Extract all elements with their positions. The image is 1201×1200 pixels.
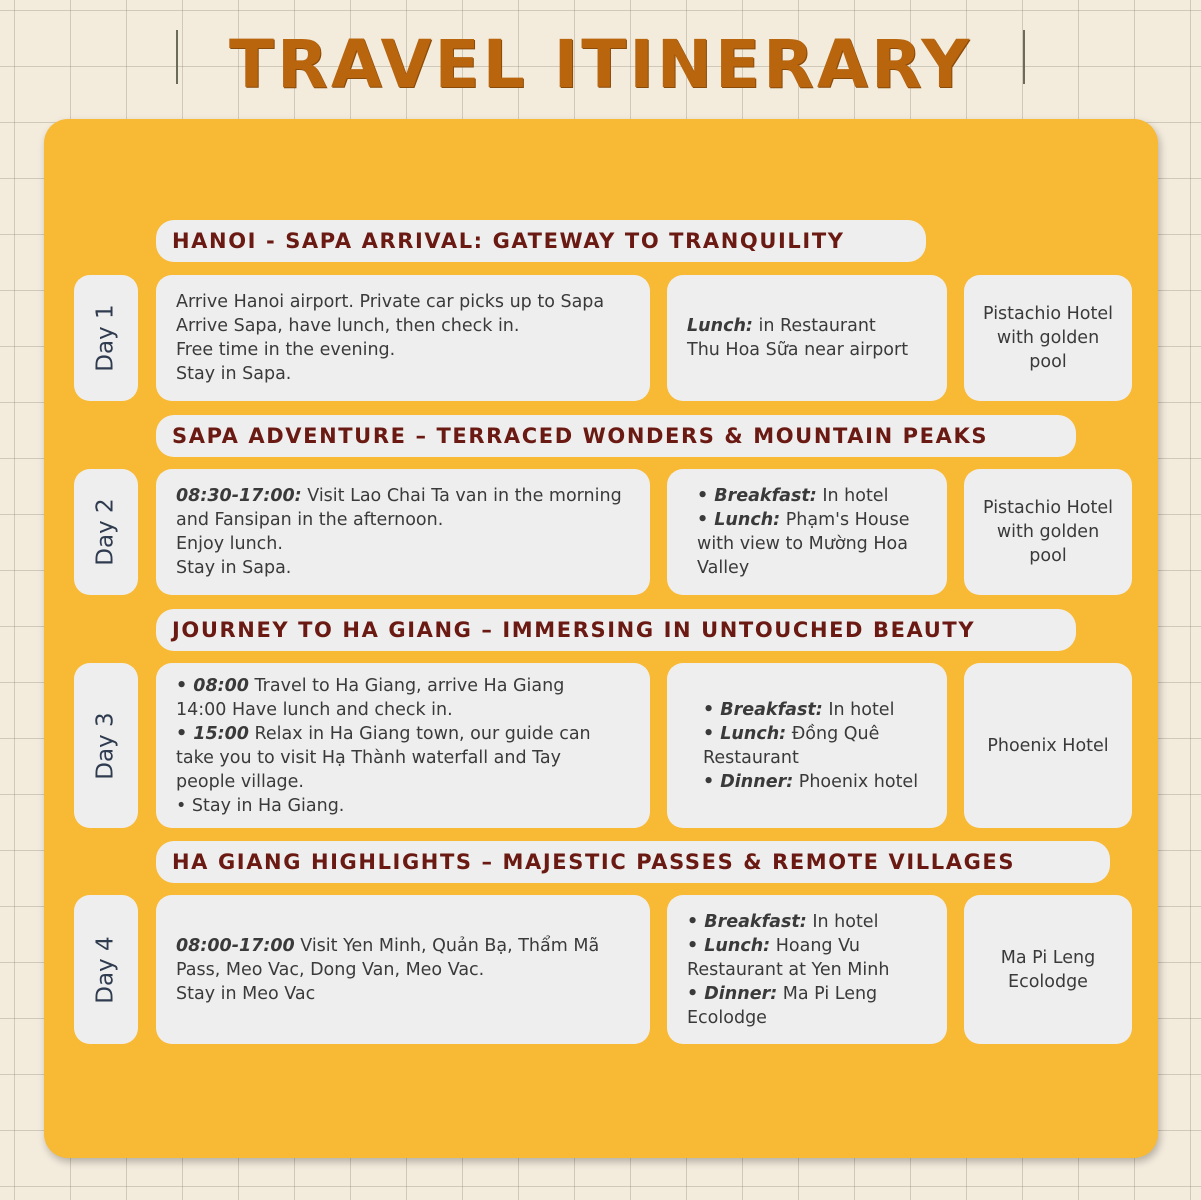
- activity-line: people village.: [176, 771, 304, 792]
- activity-line: Pass, Meo Vac, Dong Van, Meo Vac.: [176, 959, 485, 980]
- activity-line: Stay in Sapa.: [176, 558, 292, 578]
- meal-line: • Breakfast: In hotel: [703, 699, 895, 720]
- meal-line: • Lunch: Đồng Quê: [703, 723, 880, 744]
- activity-line: Arrive Sapa, have lunch, then check in.: [176, 316, 520, 336]
- day-2-meals: [667, 469, 947, 595]
- activity-line: • 15:00 Relax in Ha Giang town, our guide can: [176, 723, 591, 744]
- day-2-label: Day 2: [93, 498, 119, 566]
- activity-line: Stay in Sapa.: [176, 364, 292, 384]
- day-1-label-box: [74, 275, 138, 401]
- page-title: TRAVEL ITINERARY: [229, 26, 972, 103]
- day-2-label-box: [74, 469, 138, 595]
- day-4-meals: [667, 895, 947, 1044]
- meal-line: with view to Mường Hoa: [697, 534, 908, 554]
- day-4-label: Day 4: [93, 935, 119, 1004]
- activity-line: Free time in the evening.: [176, 340, 396, 360]
- activity-line: 08:30-17:00: Visit Lao Chai Ta van in the morning: [176, 486, 622, 506]
- day-3-hotel: [964, 663, 1132, 828]
- day-4-heading: HA GIANG HIGHLIGHTS – MAJESTIC PASSES & REMOTE VILLAGES: [156, 841, 1110, 883]
- hotel-name: Phoenix Hotel: [987, 735, 1109, 756]
- day-3-activities: [156, 663, 650, 828]
- activity-line: and Fansipan in the afternoon.: [176, 510, 444, 530]
- meal-line: • Lunch: Phạm's House: [697, 510, 910, 530]
- meal-line: Thu Hoa Sữa near airport: [687, 340, 909, 360]
- day-1-meals: [667, 275, 947, 401]
- meal-line: Restaurant at Yen Minh: [687, 959, 890, 980]
- day-1-label: Day 1: [93, 304, 119, 372]
- hotel-name: Ma Pi Leng Ecolodge: [1000, 947, 1096, 992]
- meal-line: • Breakfast: In hotel: [687, 911, 879, 932]
- itinerary-card: [44, 119, 1158, 1158]
- activity-line: 08:00-17:00 Visit Yen Minh, Quản Bạ, Thẩm Mã: [176, 935, 600, 956]
- activity-line: Arrive Hanoi airport. Private car picks up to Sapa: [176, 292, 605, 312]
- hotel-name: Pistachio Hotel with golden pool: [983, 304, 1113, 372]
- activity-line: Enjoy lunch.: [176, 534, 283, 554]
- activity-line: 14:00 Have lunch and check in.: [176, 699, 453, 720]
- day-4-activities: [156, 895, 650, 1044]
- day-3-label: Day 3: [93, 711, 119, 780]
- meal-line: • Lunch: Hoang Vu: [687, 935, 860, 956]
- meal-line: • Dinner: Ma Pi Leng: [687, 983, 878, 1004]
- day-3-heading: JOURNEY TO HA GIANG – IMMERSING IN UNTOUCHED BEAUTY: [156, 609, 1076, 651]
- day-3-label-box: [74, 663, 138, 828]
- day-1-activities: [156, 275, 650, 401]
- activity-line: • Stay in Ha Giang.: [176, 795, 345, 816]
- meal-line: Ecolodge: [687, 1007, 767, 1028]
- meal-line: Restaurant: [703, 747, 799, 768]
- meal-line: Valley: [697, 558, 750, 578]
- day-1-heading: HANOI - SAPA ARRIVAL: GATEWAY TO TRANQUILITY: [156, 220, 926, 262]
- activity-line: take you to visit Hạ Thành waterfall and Tay: [176, 747, 561, 768]
- activity-line: • 08:00 Travel to Ha Giang, arrive Ha Giang: [176, 675, 565, 696]
- activity-line: Stay in Meo Vac: [176, 983, 316, 1004]
- day-2-activities: [156, 469, 650, 595]
- hotel-name: Pistachio Hotel with golden pool: [983, 498, 1113, 566]
- meal-line: • Breakfast: In hotel: [697, 486, 889, 506]
- day-3-meals: [667, 663, 947, 828]
- meal-line: Lunch: in Restaurant: [687, 316, 876, 336]
- day-1-hotel: [964, 275, 1132, 401]
- day-4-label-box: [74, 895, 138, 1044]
- day-2-hotel: [964, 469, 1132, 595]
- day-2-heading: SAPA ADVENTURE – TERRACED WONDERS & MOUNTAIN PEAKS: [156, 415, 1076, 457]
- meal-line: • Dinner: Phoenix hotel: [703, 771, 919, 792]
- day-4-hotel: [964, 895, 1132, 1044]
